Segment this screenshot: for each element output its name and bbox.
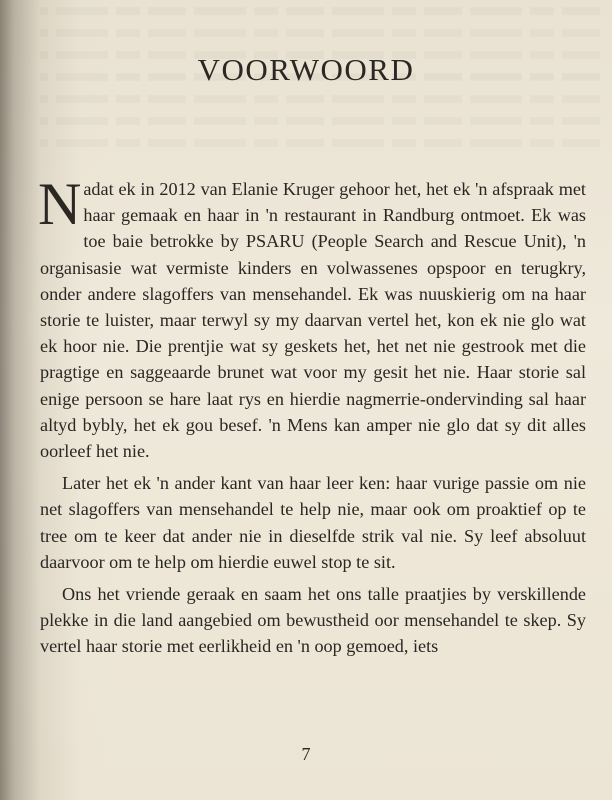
- chapter-title: VOORWOORD: [197, 52, 415, 87]
- paragraph-2: Later het ek 'n ander kant van haar leer ken: haar vurige passie om nie net slagoffers van mensehandel te help nie, maar ook om proaktief op te tree om te keer dat ander nie in dieselfde strik val nie. Sy leef absoluut daarvoor om te help om hierdie euwel stop te sit.: [40, 473, 586, 572]
- paragraph-1-text: adat ek in 2012 van Elanie Kruger gehoor het, het ek 'n afspraak met haar gemaak en haar in 'n restaurant in Randburg ontmoet. Ek was toe baie betrokke by PSARU (People Search and Rescue Unit), 'n organisasie wat vermiste kinders en volwassenes opspoor en terugkry, onder andere slagoffers van mensehandel. Ek was nuuskierig om na haar storie te luister, maar terwyl sy my daarvan vertel het, kon ek nie glo wat ek hoor nie. Die prentjie wat sy geskets het, het net nie gestrook met die pragtige en saggeaarde brunet wat voor my gesit het nie. Haar storie sal enige persoon se hare laat rys en hierdie nagmerrie-ondervinding sal haar altyd bybly, het ek gou besef. 'n Mens kan amper nie glo dat sy dit alles oorleef het nie.: [40, 179, 586, 462]
- body-text: [38, 171, 586, 660]
- paragraph-1: [38, 171, 586, 464]
- drop-cap: N: [38, 171, 82, 237]
- page-number: 7: [301, 744, 311, 764]
- paragraph-3: Ons het vriende geraak en saam het ons talle praatjies by verskillende plekke in die land aangebied om bewustheid oor mensehandel te skep. Sy vertel haar storie met eerlikheid en 'n oop gemoed, iets: [40, 584, 586, 657]
